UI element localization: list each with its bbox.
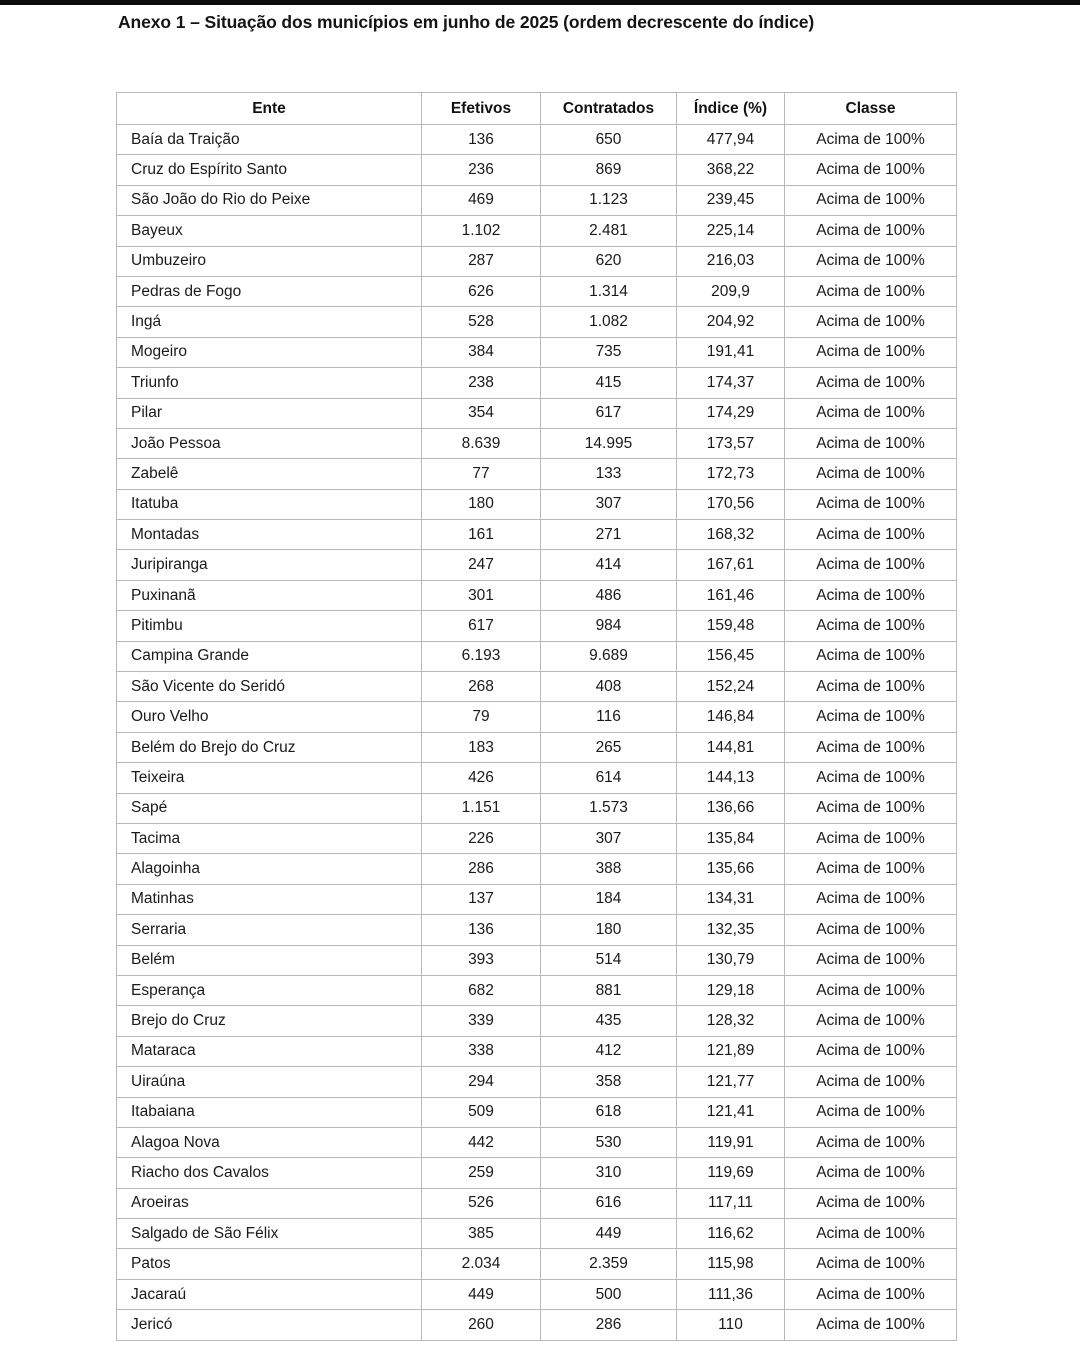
cell-contratados: 14.995 — [541, 428, 677, 458]
cell-ente: Baía da Traição — [117, 125, 422, 155]
cell-efetivos: 294 — [422, 1067, 541, 1097]
table-row — [117, 611, 957, 641]
cell-contratados: 500 — [541, 1279, 677, 1309]
cell-ente: Mogeiro — [117, 337, 422, 367]
cell-ente: Salgado de São Félix — [117, 1219, 422, 1249]
cell-contratados: 616 — [541, 1188, 677, 1218]
cell-ente: Brejo do Cruz — [117, 1006, 422, 1036]
cell-classe: Acima de 100% — [785, 1097, 957, 1127]
cell-efetivos: 259 — [422, 1158, 541, 1188]
cell-indice: 110 — [677, 1310, 785, 1340]
cell-ente: Tacima — [117, 823, 422, 853]
cell-indice: 174,37 — [677, 368, 785, 398]
cell-contratados: 435 — [541, 1006, 677, 1036]
table-row — [117, 216, 957, 246]
cell-classe: Acima de 100% — [785, 185, 957, 215]
table-row — [117, 1097, 957, 1127]
cell-efetivos: 136 — [422, 125, 541, 155]
table-row — [117, 1006, 957, 1036]
cell-ente: Jericó — [117, 1310, 422, 1340]
cell-contratados: 614 — [541, 763, 677, 793]
cell-indice: 161,46 — [677, 580, 785, 610]
cell-efetivos: 449 — [422, 1279, 541, 1309]
cell-classe: Acima de 100% — [785, 337, 957, 367]
cell-classe: Acima de 100% — [785, 246, 957, 276]
cell-contratados: 1.573 — [541, 793, 677, 823]
cell-contratados: 9.689 — [541, 641, 677, 671]
cell-indice: 111,36 — [677, 1279, 785, 1309]
cell-indice: 168,32 — [677, 520, 785, 550]
cell-indice: 477,94 — [677, 125, 785, 155]
cell-indice: 135,84 — [677, 823, 785, 853]
cell-classe: Acima de 100% — [785, 580, 957, 610]
cell-efetivos: 1.102 — [422, 216, 541, 246]
cell-efetivos: 183 — [422, 732, 541, 762]
table-row — [117, 1067, 957, 1097]
cell-efetivos: 682 — [422, 975, 541, 1005]
cell-efetivos: 79 — [422, 702, 541, 732]
cell-ente: Alagoinha — [117, 854, 422, 884]
cell-ente: Itatuba — [117, 489, 422, 519]
cell-ente: Mataraca — [117, 1036, 422, 1066]
cell-classe: Acima de 100% — [785, 125, 957, 155]
cell-efetivos: 137 — [422, 884, 541, 914]
cell-ente: Juripiranga — [117, 550, 422, 580]
cell-indice: 167,61 — [677, 550, 785, 580]
cell-ente: Pitimbu — [117, 611, 422, 641]
cell-classe: Acima de 100% — [785, 1188, 957, 1218]
cell-contratados: 650 — [541, 125, 677, 155]
cell-ente: Pedras de Fogo — [117, 276, 422, 306]
table-row — [117, 398, 957, 428]
table-row — [117, 1249, 957, 1279]
cell-classe: Acima de 100% — [785, 1006, 957, 1036]
cell-indice: 129,18 — [677, 975, 785, 1005]
cell-contratados: 617 — [541, 398, 677, 428]
cell-ente: Sapé — [117, 793, 422, 823]
page-title: Anexo 1 – Situação dos municípios em junho de 2025 (ordem decrescente do índice) — [118, 12, 815, 32]
cell-efetivos: 238 — [422, 368, 541, 398]
table-row — [117, 854, 957, 884]
table-row — [117, 580, 957, 610]
cell-indice: 204,92 — [677, 307, 785, 337]
cell-ente: Teixeira — [117, 763, 422, 793]
cell-ente: Itabaiana — [117, 1097, 422, 1127]
table-row — [117, 641, 957, 671]
cell-efetivos: 526 — [422, 1188, 541, 1218]
cell-indice: 132,35 — [677, 915, 785, 945]
cell-classe: Acima de 100% — [785, 975, 957, 1005]
cell-contratados: 486 — [541, 580, 677, 610]
cell-efetivos: 469 — [422, 185, 541, 215]
cell-ente: Aroeiras — [117, 1188, 422, 1218]
cell-contratados: 286 — [541, 1310, 677, 1340]
cell-indice: 121,77 — [677, 1067, 785, 1097]
cell-indice: 209,9 — [677, 276, 785, 306]
cell-indice: 152,24 — [677, 672, 785, 702]
cell-efetivos: 617 — [422, 611, 541, 641]
cell-ente: Ouro Velho — [117, 702, 422, 732]
cell-indice: 225,14 — [677, 216, 785, 246]
cell-contratados: 184 — [541, 884, 677, 914]
cell-indice: 174,29 — [677, 398, 785, 428]
cell-efetivos: 287 — [422, 246, 541, 276]
cell-classe: Acima de 100% — [785, 489, 957, 519]
cell-contratados: 310 — [541, 1158, 677, 1188]
table-row — [117, 459, 957, 489]
cell-contratados: 408 — [541, 672, 677, 702]
cell-ente: Triunfo — [117, 368, 422, 398]
cell-efetivos: 301 — [422, 580, 541, 610]
table-row — [117, 337, 957, 367]
cell-indice: 115,98 — [677, 1249, 785, 1279]
cell-ente: Serraria — [117, 915, 422, 945]
cell-classe: Acima de 100% — [785, 1310, 957, 1340]
table-row — [117, 823, 957, 853]
cell-efetivos: 260 — [422, 1310, 541, 1340]
cell-classe: Acima de 100% — [785, 945, 957, 975]
table-row — [117, 975, 957, 1005]
cell-ente: São João do Rio do Peixe — [117, 185, 422, 215]
table-row — [117, 125, 957, 155]
cell-ente: Belém do Brejo do Cruz — [117, 732, 422, 762]
cell-indice: 239,45 — [677, 185, 785, 215]
cell-classe: Acima de 100% — [785, 884, 957, 914]
cell-classe: Acima de 100% — [785, 368, 957, 398]
cell-indice: 159,48 — [677, 611, 785, 641]
cell-efetivos: 393 — [422, 945, 541, 975]
cell-classe: Acima de 100% — [785, 276, 957, 306]
table-header-row — [117, 93, 957, 125]
cell-ente: João Pessoa — [117, 428, 422, 458]
cell-contratados: 618 — [541, 1097, 677, 1127]
cell-efetivos: 528 — [422, 307, 541, 337]
table-row — [117, 428, 957, 458]
cell-efetivos: 236 — [422, 155, 541, 185]
cell-indice: 128,32 — [677, 1006, 785, 1036]
table-row — [117, 550, 957, 580]
cell-efetivos: 77 — [422, 459, 541, 489]
cell-efetivos: 268 — [422, 672, 541, 702]
table-row — [117, 1219, 957, 1249]
column-header-indice: Índice (%) — [677, 93, 785, 125]
table-row — [117, 307, 957, 337]
table-row — [117, 155, 957, 185]
table-row — [117, 945, 957, 975]
cell-contratados: 984 — [541, 611, 677, 641]
cell-classe: Acima de 100% — [785, 611, 957, 641]
cell-indice: 191,41 — [677, 337, 785, 367]
cell-indice: 134,31 — [677, 884, 785, 914]
cell-classe: Acima de 100% — [785, 459, 957, 489]
table-row — [117, 1158, 957, 1188]
cell-classe: Acima de 100% — [785, 1279, 957, 1309]
cell-efetivos: 247 — [422, 550, 541, 580]
cell-ente: Uiraúna — [117, 1067, 422, 1097]
cell-efetivos: 339 — [422, 1006, 541, 1036]
cell-contratados: 735 — [541, 337, 677, 367]
cell-contratados: 1.082 — [541, 307, 677, 337]
cell-ente: Alagoa Nova — [117, 1127, 422, 1157]
table-row — [117, 368, 957, 398]
cell-ente: Esperança — [117, 975, 422, 1005]
cell-ente: Campina Grande — [117, 641, 422, 671]
cell-efetivos: 180 — [422, 489, 541, 519]
table-row — [117, 520, 957, 550]
cell-contratados: 449 — [541, 1219, 677, 1249]
cell-contratados: 358 — [541, 1067, 677, 1097]
cell-classe: Acima de 100% — [785, 793, 957, 823]
table-body — [117, 125, 957, 1341]
table-row — [117, 672, 957, 702]
cell-efetivos: 442 — [422, 1127, 541, 1157]
cell-contratados: 881 — [541, 975, 677, 1005]
cell-ente: Montadas — [117, 520, 422, 550]
table-row — [117, 763, 957, 793]
table-row — [117, 489, 957, 519]
cell-efetivos: 385 — [422, 1219, 541, 1249]
cell-indice: 119,91 — [677, 1127, 785, 1157]
cell-contratados: 265 — [541, 732, 677, 762]
municipalities-table — [116, 92, 957, 1341]
cell-efetivos: 338 — [422, 1036, 541, 1066]
cell-ente: Puxinanã — [117, 580, 422, 610]
column-header-efetivos: Efetivos — [422, 93, 541, 125]
top-border-bar — [0, 0, 1080, 5]
cell-contratados: 530 — [541, 1127, 677, 1157]
cell-indice: 173,57 — [677, 428, 785, 458]
table-row — [117, 1127, 957, 1157]
cell-ente: Jacaraú — [117, 1279, 422, 1309]
cell-efetivos: 2.034 — [422, 1249, 541, 1279]
cell-indice: 117,11 — [677, 1188, 785, 1218]
cell-efetivos: 426 — [422, 763, 541, 793]
table-row — [117, 793, 957, 823]
cell-contratados: 412 — [541, 1036, 677, 1066]
cell-classe: Acima de 100% — [785, 428, 957, 458]
cell-indice: 116,62 — [677, 1219, 785, 1249]
cell-efetivos: 286 — [422, 854, 541, 884]
cell-ente: Patos — [117, 1249, 422, 1279]
cell-ente: Matinhas — [117, 884, 422, 914]
cell-contratados: 180 — [541, 915, 677, 945]
cell-ente: Riacho dos Cavalos — [117, 1158, 422, 1188]
cell-contratados: 307 — [541, 489, 677, 519]
table-row — [117, 884, 957, 914]
cell-indice: 156,45 — [677, 641, 785, 671]
cell-contratados: 307 — [541, 823, 677, 853]
table-row — [117, 1036, 957, 1066]
cell-ente: Ingá — [117, 307, 422, 337]
cell-indice: 119,69 — [677, 1158, 785, 1188]
table-row — [117, 1279, 957, 1309]
cell-contratados: 133 — [541, 459, 677, 489]
table-row — [117, 276, 957, 306]
cell-classe: Acima de 100% — [785, 1067, 957, 1097]
cell-indice: 121,89 — [677, 1036, 785, 1066]
cell-ente: São Vicente do Seridó — [117, 672, 422, 702]
cell-contratados: 1.123 — [541, 185, 677, 215]
cell-classe: Acima de 100% — [785, 216, 957, 246]
cell-classe: Acima de 100% — [785, 1219, 957, 1249]
cell-efetivos: 509 — [422, 1097, 541, 1127]
cell-indice: 172,73 — [677, 459, 785, 489]
table-row — [117, 1310, 957, 1340]
cell-contratados: 116 — [541, 702, 677, 732]
cell-contratados: 869 — [541, 155, 677, 185]
cell-contratados: 2.481 — [541, 216, 677, 246]
column-header-ente: Ente — [117, 93, 422, 125]
cell-contratados: 388 — [541, 854, 677, 884]
cell-classe: Acima de 100% — [785, 915, 957, 945]
cell-contratados: 1.314 — [541, 276, 677, 306]
cell-classe: Acima de 100% — [785, 307, 957, 337]
cell-indice: 368,22 — [677, 155, 785, 185]
cell-indice: 146,84 — [677, 702, 785, 732]
table-row — [117, 185, 957, 215]
cell-indice: 144,13 — [677, 763, 785, 793]
cell-classe: Acima de 100% — [785, 641, 957, 671]
cell-classe: Acima de 100% — [785, 550, 957, 580]
cell-contratados: 271 — [541, 520, 677, 550]
cell-classe: Acima de 100% — [785, 1158, 957, 1188]
cell-indice: 170,56 — [677, 489, 785, 519]
cell-efetivos: 1.151 — [422, 793, 541, 823]
cell-contratados: 514 — [541, 945, 677, 975]
cell-ente: Pilar — [117, 398, 422, 428]
table-row — [117, 246, 957, 276]
cell-indice: 130,79 — [677, 945, 785, 975]
cell-classe: Acima de 100% — [785, 702, 957, 732]
cell-ente: Cruz do Espírito Santo — [117, 155, 422, 185]
cell-indice: 135,66 — [677, 854, 785, 884]
municipalities-table-container — [116, 92, 956, 1341]
cell-classe: Acima de 100% — [785, 763, 957, 793]
cell-ente: Zabelê — [117, 459, 422, 489]
cell-classe: Acima de 100% — [785, 672, 957, 702]
cell-efetivos: 226 — [422, 823, 541, 853]
cell-classe: Acima de 100% — [785, 1036, 957, 1066]
cell-classe: Acima de 100% — [785, 732, 957, 762]
table-row — [117, 732, 957, 762]
cell-indice: 216,03 — [677, 246, 785, 276]
cell-classe: Acima de 100% — [785, 398, 957, 428]
cell-efetivos: 136 — [422, 915, 541, 945]
cell-classe: Acima de 100% — [785, 520, 957, 550]
cell-contratados: 2.359 — [541, 1249, 677, 1279]
cell-contratados: 414 — [541, 550, 677, 580]
cell-classe: Acima de 100% — [785, 1249, 957, 1279]
cell-contratados: 415 — [541, 368, 677, 398]
column-header-classe: Classe — [785, 93, 957, 125]
cell-indice: 144,81 — [677, 732, 785, 762]
cell-ente: Bayeux — [117, 216, 422, 246]
cell-indice: 121,41 — [677, 1097, 785, 1127]
cell-indice: 136,66 — [677, 793, 785, 823]
table-header — [117, 93, 957, 125]
column-header-contratados: Contratados — [541, 93, 677, 125]
cell-efetivos: 626 — [422, 276, 541, 306]
cell-efetivos: 8.639 — [422, 428, 541, 458]
cell-ente: Umbuzeiro — [117, 246, 422, 276]
cell-efetivos: 354 — [422, 398, 541, 428]
table-row — [117, 915, 957, 945]
cell-classe: Acima de 100% — [785, 1127, 957, 1157]
cell-efetivos: 384 — [422, 337, 541, 367]
table-row — [117, 1188, 957, 1218]
cell-efetivos: 161 — [422, 520, 541, 550]
cell-classe: Acima de 100% — [785, 155, 957, 185]
cell-contratados: 620 — [541, 246, 677, 276]
table-row — [117, 702, 957, 732]
cell-efetivos: 6.193 — [422, 641, 541, 671]
cell-ente: Belém — [117, 945, 422, 975]
cell-classe: Acima de 100% — [785, 854, 957, 884]
cell-classe: Acima de 100% — [785, 823, 957, 853]
